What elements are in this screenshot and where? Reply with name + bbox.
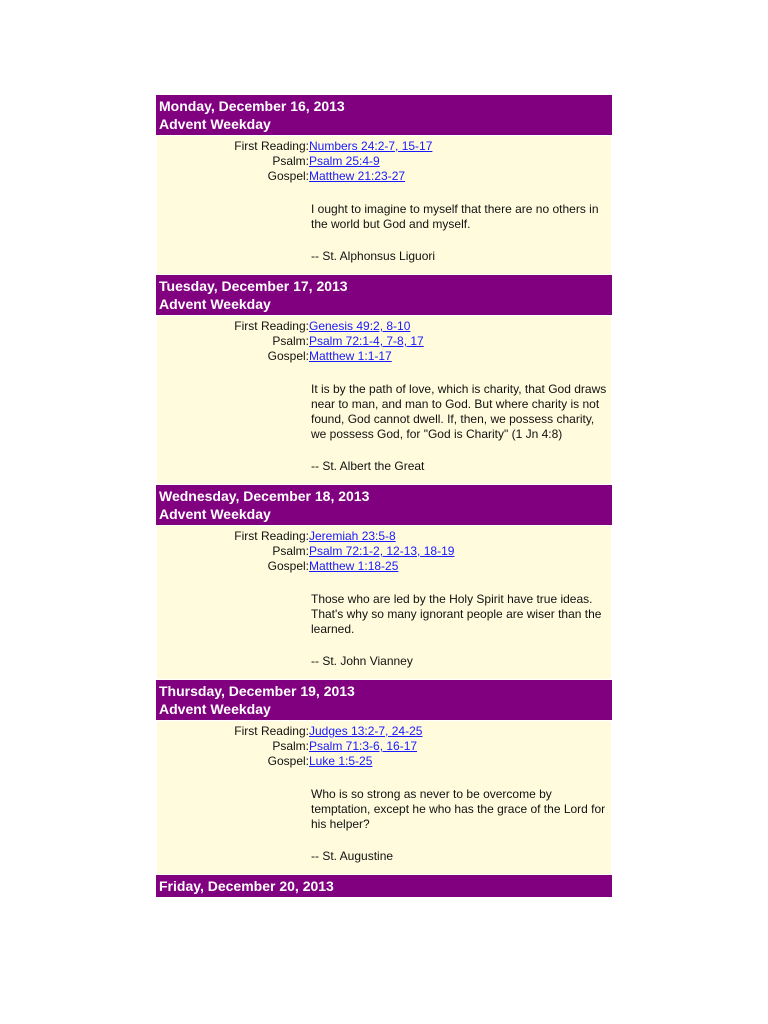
day-date: Tuesday, December 17, 2013	[159, 278, 348, 294]
day-date: Thursday, December 19, 2013	[159, 683, 355, 699]
reading-label: Gospel:	[267, 349, 309, 363]
reading-row	[157, 529, 611, 544]
day-header	[156, 875, 612, 897]
reading-link[interactable]: Jeremiah 23:5-8	[309, 529, 396, 543]
day-header	[156, 275, 612, 315]
day-header	[156, 680, 612, 720]
day-body	[156, 315, 612, 485]
reading-link[interactable]: Psalm 72:1-4, 7-8, 17	[309, 334, 424, 348]
day-section	[156, 275, 612, 485]
quote-author: -- St. Augustine	[311, 849, 394, 863]
day-section	[156, 485, 612, 680]
liturgical-day: Advent Weekday	[159, 701, 271, 717]
reading-label: Psalm:	[272, 154, 309, 168]
reading-row	[157, 139, 611, 154]
reading-row	[157, 754, 611, 769]
day-date: Friday, December 20, 2013	[159, 878, 334, 894]
quote-block	[311, 592, 607, 669]
quote-author: -- St. Albert the Great	[311, 459, 425, 473]
day-date: Wednesday, December 18, 2013	[159, 488, 370, 504]
reading-label: First Reading:	[234, 139, 309, 153]
reading-link[interactable]: Luke 1:5-25	[309, 754, 373, 768]
reading-row	[157, 724, 611, 739]
reading-row	[157, 319, 611, 334]
liturgical-day: Advent Weekday	[159, 296, 271, 312]
reading-row	[157, 544, 611, 559]
quote-text: Who is so strong as never to be overcome by temptation, except he who has the grace of the Lord for his helper?	[311, 787, 606, 831]
reading-label: Gospel:	[267, 559, 309, 573]
quote-text: Those who are led by the Holy Spirit have true ideas. That's why so many ignorant people are wiser than the learned.	[311, 592, 602, 636]
reading-row	[157, 334, 611, 349]
reading-row	[157, 154, 611, 169]
day-section	[156, 875, 612, 897]
reading-link[interactable]: Matthew 1:1-17	[309, 349, 392, 363]
reading-row	[157, 739, 611, 754]
day-body	[156, 135, 612, 275]
day-header	[156, 95, 612, 135]
day-section	[156, 95, 612, 275]
reading-row	[157, 349, 611, 364]
day-body	[156, 525, 612, 680]
reading-label: First Reading:	[234, 724, 309, 738]
day-body	[156, 720, 612, 875]
quote-text: I ought to imagine to myself that there are no others in the world but God and myself.	[311, 202, 599, 231]
reading-label: Gospel:	[267, 169, 309, 183]
quote-block	[311, 787, 607, 864]
reading-label: First Reading:	[234, 529, 309, 543]
day-header	[156, 485, 612, 525]
reading-label: Gospel:	[267, 754, 309, 768]
reading-row	[157, 169, 611, 184]
reading-link[interactable]: Psalm 72:1-2, 12-13, 18-19	[309, 544, 455, 558]
quote-text: It is by the path of love, which is charity, that God draws near to man, and man to God. But where charity is not found, God cannot dwell. If, then, we possess charity, we possess God, for "God is Charity" (1 Jn 4:8)	[311, 382, 607, 441]
liturgical-day: Advent Weekday	[159, 506, 271, 522]
reading-link[interactable]: Matthew 1:18-25	[309, 559, 399, 573]
reading-label: Psalm:	[272, 739, 309, 753]
reading-label: Psalm:	[272, 544, 309, 558]
quote-author: -- St. John Vianney	[311, 654, 413, 668]
quote-author: -- St. Alphonsus Liguori	[311, 249, 436, 263]
quote-block	[311, 382, 607, 474]
liturgical-day: Advent Weekday	[159, 116, 271, 132]
reading-link[interactable]: Numbers 24:2-7, 15-17	[309, 139, 433, 153]
reading-link[interactable]: Matthew 21:23-27	[309, 169, 406, 183]
day-section	[156, 680, 612, 875]
reading-link[interactable]: Psalm 71:3-6, 16-17	[309, 739, 418, 753]
reading-row	[157, 559, 611, 574]
reading-label: Psalm:	[272, 334, 309, 348]
reading-link[interactable]: Judges 13:2-7, 24-25	[309, 724, 423, 738]
readings-calendar	[156, 95, 612, 897]
reading-label: First Reading:	[234, 319, 309, 333]
reading-link[interactable]: Psalm 25:4-9	[309, 154, 380, 168]
reading-link[interactable]: Genesis 49:2, 8-10	[309, 319, 411, 333]
day-date: Monday, December 16, 2013	[159, 98, 345, 114]
quote-block	[311, 202, 607, 264]
